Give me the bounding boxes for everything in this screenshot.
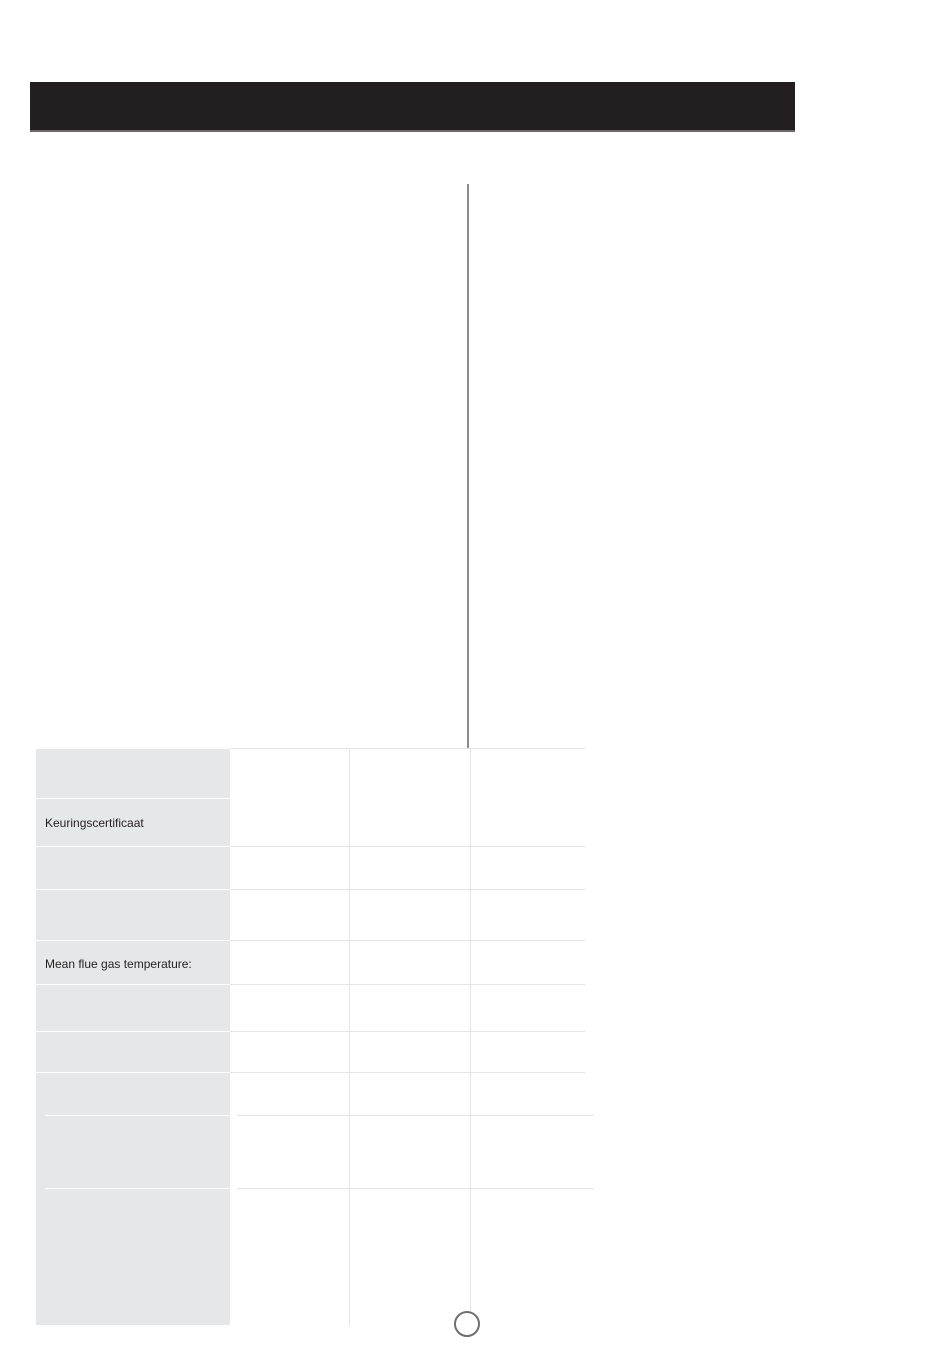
label-separator [45,1115,230,1116]
row-label-keuringscertificaat: Keuringscertificaat [45,816,144,830]
grid-line [230,940,585,941]
label-separator [45,1188,230,1189]
grid-column-line [349,749,350,1325]
page-number-circle [454,1311,480,1337]
grid-line [230,889,585,890]
label-separator [36,889,230,890]
column-divider [467,184,469,748]
grid-line [230,984,585,985]
grid-line [230,1072,585,1073]
grid-line [237,1115,594,1116]
label-separator [36,1072,230,1073]
grid-line [237,1188,594,1189]
label-separator [36,798,230,799]
label-column [36,749,230,1325]
header-bar [30,82,795,132]
label-separator [36,846,230,847]
grid-line [230,1031,585,1032]
label-separator [36,984,230,985]
row-label-mean-flue-gas-temperature: Mean flue gas temperature: [45,957,192,971]
grid-line [230,846,585,847]
label-separator [36,1031,230,1032]
grid-column-line [470,749,471,1325]
label-separator [36,940,230,941]
grid-line [230,748,585,749]
